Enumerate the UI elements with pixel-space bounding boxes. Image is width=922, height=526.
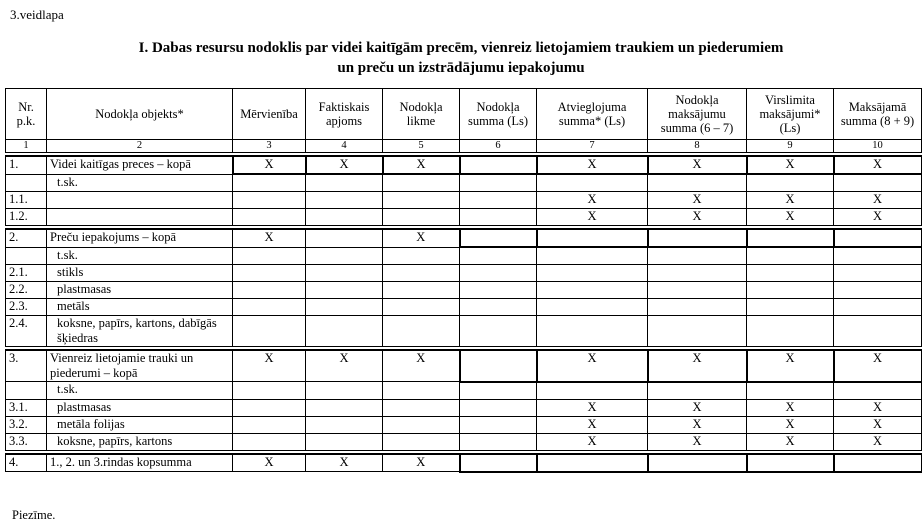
table-cell: X (747, 192, 834, 209)
group-total-row (6, 350, 922, 382)
table-cell (537, 299, 648, 316)
table-cell: X (834, 209, 922, 226)
table-cell: X (233, 454, 306, 472)
table-cell (460, 247, 537, 265)
table-cell (233, 265, 306, 282)
table-cell: X (383, 454, 460, 472)
row-label: metāls (47, 299, 233, 316)
table-cell: X (648, 209, 747, 226)
column-number: 10 (834, 140, 922, 153)
table-cell: X (834, 350, 922, 382)
table-cell: X (537, 209, 648, 226)
row-number: 1.2. (6, 209, 47, 226)
row-label (47, 209, 233, 226)
table-cell (460, 192, 537, 209)
table-cell (648, 282, 747, 299)
title-line-2: un preču un izstrādājumu iepakojumu (337, 60, 585, 76)
table-cell (747, 299, 834, 316)
group-total-row (6, 156, 922, 174)
table-cell (747, 382, 834, 400)
table-row (6, 299, 922, 316)
table-cell (306, 433, 383, 450)
row-number: 2. (6, 229, 47, 247)
table-cell (834, 282, 922, 299)
title-line-1: I. Dabas resursu nodoklis par videi kaitīgām precēm, vienreiz lietojamiem traukiem un piederumiem (138, 40, 784, 56)
column-number: 3 (233, 140, 306, 153)
table-cell (383, 416, 460, 433)
table-row (6, 382, 922, 400)
column-header: Nodokļa likme (383, 89, 460, 140)
table-row (6, 209, 922, 226)
table-cell: X (537, 156, 648, 174)
row-label: Videi kaitīgas preces – kopā (47, 156, 233, 174)
table-cell: X (233, 350, 306, 382)
table-row (6, 265, 922, 282)
table-cell (537, 316, 648, 347)
table-cell (306, 192, 383, 209)
table-cell (306, 265, 383, 282)
table-cell (834, 316, 922, 347)
column-header: Nr. p.k. (6, 89, 47, 140)
table-cell (834, 247, 922, 265)
table-cell (233, 282, 306, 299)
table-cell: X (383, 156, 460, 174)
row-label: metāla folijas (47, 416, 233, 433)
column-number: 4 (306, 140, 383, 153)
row-number: 2.2. (6, 282, 47, 299)
table-cell: X (834, 399, 922, 416)
column-number: 1 (6, 140, 47, 153)
table-cell: X (747, 350, 834, 382)
row-label: t.sk. (47, 247, 233, 265)
table-cell (648, 299, 747, 316)
table-row (6, 416, 922, 433)
table-cell: X (648, 156, 747, 174)
table-cell (537, 382, 648, 400)
table-cell (460, 454, 537, 472)
note: Piezīme. (12, 508, 56, 522)
table-cell (537, 282, 648, 299)
table-cell (747, 174, 834, 192)
table-cell (648, 174, 747, 192)
table-cell: X (233, 229, 306, 247)
table-cell (460, 156, 537, 174)
table-cell (747, 229, 834, 247)
column-header: Virslimita maksājumi* (Ls) (747, 89, 834, 140)
table-cell: X (537, 433, 648, 450)
table-cell: X (747, 399, 834, 416)
table-cell: X (648, 416, 747, 433)
table-cell (233, 382, 306, 400)
table-cell (306, 399, 383, 416)
column-header: Nodokļa summa (Ls) (460, 89, 537, 140)
table-cell (233, 192, 306, 209)
row-number: 1.1. (6, 192, 47, 209)
table-cell: X (306, 350, 383, 382)
table-cell (648, 382, 747, 400)
table-cell (648, 316, 747, 347)
row-number: 4. (6, 454, 47, 472)
table-row (6, 399, 922, 416)
table-cell (537, 454, 648, 472)
table-cell (834, 229, 922, 247)
table-cell (306, 282, 383, 299)
table-cell (460, 265, 537, 282)
table-cell: X (648, 350, 747, 382)
table-cell (306, 316, 383, 347)
table-cell: X (648, 433, 747, 450)
table-cell (233, 399, 306, 416)
column-number: 6 (460, 140, 537, 153)
table-cell (460, 209, 537, 226)
table-cell (537, 247, 648, 265)
table-cell: X (747, 209, 834, 226)
table-cell (383, 299, 460, 316)
table-cell (834, 299, 922, 316)
group-total-row (6, 454, 922, 472)
row-number: 3. (6, 350, 47, 382)
row-label: t.sk. (47, 382, 233, 400)
table-cell (460, 174, 537, 192)
table-cell (306, 382, 383, 400)
table-cell (747, 454, 834, 472)
row-label: Vienreiz lietojamie trauki un piederumi – kopā (47, 350, 233, 382)
table-cell (383, 399, 460, 416)
table-cell: X (537, 416, 648, 433)
table-cell: X (537, 350, 648, 382)
table-cell: X (383, 350, 460, 382)
table-cell (537, 229, 648, 247)
table-cell (306, 416, 383, 433)
column-header: Faktiskais apjoms (306, 89, 383, 140)
table-cell (834, 454, 922, 472)
table-row (6, 192, 922, 209)
table-cell (648, 454, 747, 472)
table-cell: X (648, 192, 747, 209)
table-cell (460, 316, 537, 347)
table-cell (747, 265, 834, 282)
table-cell: X (383, 229, 460, 247)
row-number (6, 382, 47, 400)
table-cell (460, 433, 537, 450)
table-cell (233, 174, 306, 192)
table-cell (747, 247, 834, 265)
table-header (6, 89, 922, 153)
table-cell: X (537, 399, 648, 416)
page-title (0, 38, 922, 78)
table-cell (648, 229, 747, 247)
table-cell (460, 350, 537, 382)
column-header: Atvieglojuma summa* (Ls) (537, 89, 648, 140)
row-label: koksne, papīrs, kartons (47, 433, 233, 450)
table-row (6, 316, 922, 347)
row-label: plastmasas (47, 399, 233, 416)
row-label: koksne, papīrs, kartons, dabīgās šķiedras (47, 316, 233, 347)
table-cell (648, 247, 747, 265)
table-cell (537, 174, 648, 192)
table-cell (383, 247, 460, 265)
column-number: 7 (537, 140, 648, 153)
table-row (6, 282, 922, 299)
column-header: Maksājamā summa (8 + 9) (834, 89, 922, 140)
table-cell: X (306, 156, 383, 174)
table-cell (383, 282, 460, 299)
table-row (6, 247, 922, 265)
column-header: Mērvienība (233, 89, 306, 140)
table-cell (383, 382, 460, 400)
table-cell (383, 316, 460, 347)
column-number: 2 (47, 140, 233, 153)
table-cell (460, 282, 537, 299)
row-label: Preču iepakojums – kopā (47, 229, 233, 247)
table-cell: X (747, 156, 834, 174)
row-number: 2.4. (6, 316, 47, 347)
table-cell (747, 282, 834, 299)
table-row (6, 433, 922, 450)
column-number: 8 (648, 140, 747, 153)
table-cell: X (747, 416, 834, 433)
table-row (6, 174, 922, 192)
row-number: 1. (6, 156, 47, 174)
table-cell (834, 174, 922, 192)
table-cell: X (747, 433, 834, 450)
table-cell (233, 209, 306, 226)
tax-table (5, 88, 922, 473)
table-cell (383, 192, 460, 209)
table-cell (460, 399, 537, 416)
row-number (6, 247, 47, 265)
table-cell: X (306, 454, 383, 472)
row-number (6, 174, 47, 192)
row-number: 3.3. (6, 433, 47, 450)
table-cell (306, 174, 383, 192)
row-label: 1., 2. un 3.rindas kopsumma (47, 454, 233, 472)
row-number: 2.3. (6, 299, 47, 316)
table-cell (306, 247, 383, 265)
row-label (47, 192, 233, 209)
row-label: t.sk. (47, 174, 233, 192)
row-label: plastmasas (47, 282, 233, 299)
table-cell: X (834, 433, 922, 450)
table-cell (383, 209, 460, 226)
table-cell (460, 382, 537, 400)
table-cell: X (834, 156, 922, 174)
row-number: 3.2. (6, 416, 47, 433)
table-cell (233, 433, 306, 450)
table-cell (460, 416, 537, 433)
table-cell (233, 416, 306, 433)
table-cell (834, 265, 922, 282)
table-cell: X (233, 156, 306, 174)
table-cell (233, 299, 306, 316)
row-number: 2.1. (6, 265, 47, 282)
row-label: stikls (47, 265, 233, 282)
table-cell (306, 299, 383, 316)
column-number: 5 (383, 140, 460, 153)
table-body (6, 153, 922, 472)
column-number: 9 (747, 140, 834, 153)
table-cell (306, 229, 383, 247)
table-cell (383, 174, 460, 192)
table-cell: X (834, 192, 922, 209)
table-cell (383, 265, 460, 282)
row-number: 3.1. (6, 399, 47, 416)
table-cell (460, 229, 537, 247)
table-cell (834, 382, 922, 400)
table-cell: X (648, 399, 747, 416)
table-cell (233, 316, 306, 347)
column-header: Nodokļa maksājumu summa (6 – 7) (648, 89, 747, 140)
table-cell (747, 316, 834, 347)
table-cell (306, 209, 383, 226)
group-total-row (6, 229, 922, 247)
table-cell: X (537, 192, 648, 209)
table-cell (233, 247, 306, 265)
table-cell (648, 265, 747, 282)
table-cell (383, 433, 460, 450)
table-cell (537, 265, 648, 282)
table-cell (460, 299, 537, 316)
column-header: Nodokļa objekts* (47, 89, 233, 140)
form-label: 3.veidlapa (10, 7, 64, 22)
table-cell: X (834, 416, 922, 433)
